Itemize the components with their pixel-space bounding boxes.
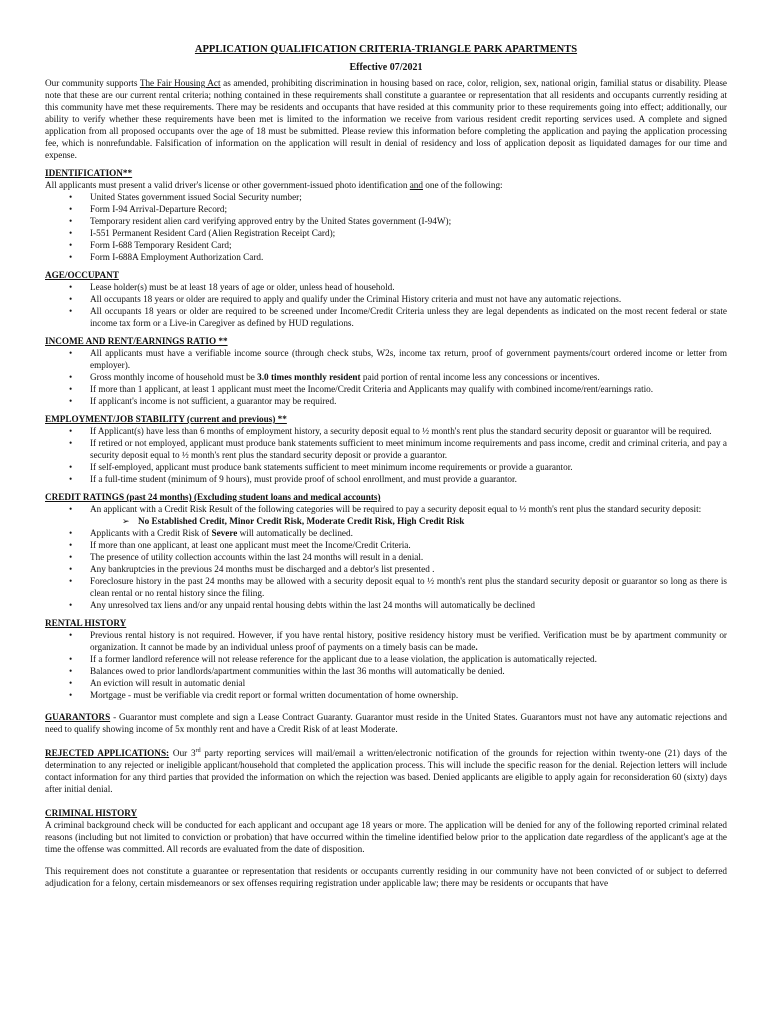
list-item: • Form I-688A Employment Authorization Card.	[90, 251, 727, 263]
identification-lead-start: All applicants must present a valid driver's license or other government-issued photo identification	[45, 180, 410, 190]
list-item: • Mortgage - must be verifiable via credit report or formal written documentation of home ownership.	[90, 689, 727, 701]
guarantors-section	[45, 711, 727, 735]
credit-risk-categories	[90, 515, 727, 527]
rental-history-heading: RENTAL HISTORY	[45, 618, 127, 628]
credit-heading: CREDIT RATINGS (past 24 months) (Excluding student loans and medical accounts)	[45, 492, 381, 502]
list-item	[90, 527, 727, 539]
income-section	[45, 335, 727, 407]
income-ratio-text-end: paid portion of rental income less any concessions or incentives.	[360, 372, 600, 382]
list-item: • If a former landlord reference will not release reference for the applicant due to a lease violation, the application is automatically rejected.	[90, 653, 727, 665]
criminal-history-section	[45, 807, 727, 889]
list-item: • If Applicant(s) have less than 6 months of employment history, a security deposit equal to ½ month's rent plus the standard security deposit or guarantor will be required.	[90, 425, 727, 437]
rejected-applications-heading: REJECTED APPLICATIONS:	[45, 748, 170, 758]
list-item: • Any bankruptcies in the previous 24 months must be discharged and a debtor's list presented .	[90, 563, 727, 575]
credit-risk-categories-text: No Established Credit, Minor Credit Risk, Moderate Credit Risk, High Credit Risk	[138, 516, 465, 526]
list-item: • I-551 Permanent Resident Card (Alien Registration Receipt Card);	[90, 227, 727, 239]
credit-list	[45, 503, 727, 611]
document-page	[45, 44, 727, 889]
list-item: • Any unresolved tax liens and/or any unpaid rental housing debts within the last 24 months will automatically be declined	[90, 599, 727, 611]
list-item: • If self-employed, applicant must produce bank statements sufficient to meet minimum income requirements or provide a guarantor.	[90, 461, 727, 473]
list-item: • If more than one applicant, at least one applicant must meet the Income/Credit Criteria.	[90, 539, 727, 551]
income-heading: INCOME AND RENT/EARNINGS RATIO **	[45, 336, 228, 346]
identification-lead	[45, 179, 727, 191]
income-list	[45, 347, 727, 407]
employment-heading: EMPLOYMENT/JOB STABILITY (current and previous) **	[45, 414, 287, 424]
effective-date: Effective 07/2021	[349, 62, 423, 73]
intro-text-end: as amended, prohibiting discrimination in housing based on race, color, religion, sex, national origin, familial status or disability. Please note that these are our current rental criteria; nothing contained in these requirements shall constitute a guarantee or representation that all residents and occupants currently residing at this community have met these requirements. There may be residents and occupants that have resided at this community prior to these requirements going into effect; additionally, our ability to verify whether these requirements have been met is limited to the information we receive from various resident credit reporting services used. A complete and signed application from all proposed occupants over the age of 18 must be submitted. Please review this information before completing the application and paying the application processing fee, which is nonrefundable. Falsification of information on the application will result in denial of residency and loss of application deposit as liquidated damages for our time and expense.	[45, 78, 727, 160]
employment-list	[45, 425, 727, 485]
list-item: • Form I-688 Temporary Resident Card;	[90, 239, 727, 251]
criminal-history-heading: CRIMINAL HISTORY	[45, 808, 138, 818]
fair-housing-act-reference: The Fair Housing Act	[139, 78, 221, 88]
income-ratio-text-start: Gross monthly income of household must be	[90, 372, 258, 382]
rental-history-list	[45, 629, 727, 701]
list-item	[90, 629, 727, 653]
rejected-applications-paragraph	[45, 747, 727, 795]
list-item: • Balances owed to prior landlords/apartment communities within the last 36 months will automatically be denied.	[90, 665, 727, 677]
list-item: • All occupants 18 years or older are required to apply and qualify under the Criminal History criteria and must not have any automatic rejections.	[90, 293, 727, 305]
list-item: • Lease holder(s) must be at least 18 years of age or older, unless head of household.	[90, 281, 727, 293]
age-occupant-heading: AGE/OCCUPANT	[45, 270, 119, 280]
list-item: • If retired or not employed, applicant must produce bank statements sufficient to meet minimum income requirements and pass income, credit and criminal criteria, and pay a security deposit equal to ½ month's rent plus the standard security deposit or provide a guarantor.	[90, 437, 727, 461]
list-item: • The presence of utility collection accounts within the last 24 months will result in a denial.	[90, 551, 727, 563]
income-ratio-value: 3.0 times monthly resident	[257, 372, 361, 382]
list-item: • Foreclosure history in the past 24 months may be allowed with a security deposit equal to ½ month's rent plus the standard security deposit or guarantor so long as there is clean rental or no rental history since the filing.	[90, 575, 727, 599]
arrow-bullet-icon: ➢	[122, 516, 130, 526]
guarantors-text: - Guarantor must complete and sign a Lease Contract Guaranty. Guarantor must reside in the United States. Guarantors must not have any automatic rejections and need to qualify showing income of 5x monthly rent and have a Credit Risk of at least Moderate.	[45, 712, 727, 734]
identification-lead-end: one of the following:	[423, 180, 503, 190]
guarantors-paragraph	[45, 711, 727, 735]
rental-verification-period: .	[475, 642, 478, 652]
age-occupant-section	[45, 269, 727, 329]
rejected-text-start: Our 3	[169, 748, 196, 758]
guarantors-heading: GUARANTORS	[45, 712, 111, 722]
identification-section	[45, 167, 727, 263]
intro-paragraph	[45, 77, 727, 161]
credit-risk-deposit-text: An applicant with a Credit Risk Result of the following categories will be required to pay a security deposit equal to ½ month's rent plus the standard security deposit:	[90, 504, 702, 514]
document-title: APPLICATION QUALIFICATION CRITERIA-TRIANGLE PARK APARTMENTS	[194, 44, 578, 55]
criminal-history-paragraph: A criminal background check will be conducted for each applicant and occupant age 18 years or more. The application will be denied for any of the following reported criminal related reasons (including but not limited to conviction or probation) that have occurred within the timeline identified below prior to the application date regardless of the applicant's age at the time the offense was committed. All records are evaluated from the date of disposition.	[45, 820, 727, 854]
identification-list	[45, 191, 727, 263]
rejected-applications-section	[45, 747, 727, 795]
list-item: • If applicant's income is not sufficient, a guarantor may be required.	[90, 395, 727, 407]
list-item: • An eviction will result in automatic denial	[90, 677, 727, 689]
list-item	[90, 503, 727, 527]
rental-history-section	[45, 617, 727, 701]
intro-text-start: Our community supports	[45, 78, 140, 88]
list-item: • If more than 1 applicant, at least 1 applicant must meet the Income/Credit Criteria and Applicants may qualify with combined income/rent/earnings ratio.	[90, 383, 727, 395]
employment-section	[45, 413, 727, 485]
list-item: • All applicants must have a verifiable income source (through check stubs, W2s, income tax return, proof of government payments/court ordered income or letter from employer).	[90, 347, 727, 371]
identification-lead-and: and	[409, 180, 423, 190]
list-item: • United States government issued Social Security number;	[90, 191, 727, 203]
severe-risk-text-start: Applicants with a Credit Risk of	[90, 528, 212, 538]
list-item	[90, 371, 727, 383]
credit-section	[45, 491, 727, 611]
severe-risk-text-end: will automatically be declined.	[237, 528, 353, 538]
rejected-text-end: party reporting services will mail/email a written/electronic notification of the grounds for rejection within twenty-one (21) days of the determination to any rejected or ineligible applicant/household that completed the application process. This will include the specific reason for the denial. Rejection letters will include contact information for any third parties that provided the information on which the rejection was based. Denied applicants are eligible to apply again for reconsideration 60 (sixty) days after initial denial.	[45, 748, 728, 794]
list-item: • All occupants 18 years or older are required to be screened under Income/Credit Criteria unless they are legal dependents as indicated on the most recent federal or state income tax form or a Live-in Caregiver as defined by HUD regulations.	[90, 305, 727, 329]
identification-heading: IDENTIFICATION**	[45, 168, 133, 178]
list-item: • Temporary resident alien card verifying approved entry by the United States government (I-94W);	[90, 215, 727, 227]
list-item: • If a full-time student (minimum of 9 hours), must provide proof of school enrollment, and must provide a guarantor.	[90, 473, 727, 485]
severe-risk-label: Severe	[211, 528, 238, 538]
ordinal-suffix: rd	[195, 747, 201, 754]
criminal-history-disclaimer: This requirement does not constitute a guarantee or representation that residents or occupants currently residing in our community have not been convicted of or subject to deferred adjudication for a felony, certain misdemeanors or sex offenses requiring registration under applicable law; there may be residents or occupants that have	[45, 866, 727, 888]
rental-verification-text: Previous rental history is not required. However, if you have rental history, positive residency history must be verified. Verification must be by apartment community or organization. It cannot be made by an individual unless proof of payments on a timely basis can be made	[90, 630, 727, 652]
age-occupant-list	[45, 281, 727, 329]
list-item: • Form I-94 Arrival-Departure Record;	[90, 203, 727, 215]
